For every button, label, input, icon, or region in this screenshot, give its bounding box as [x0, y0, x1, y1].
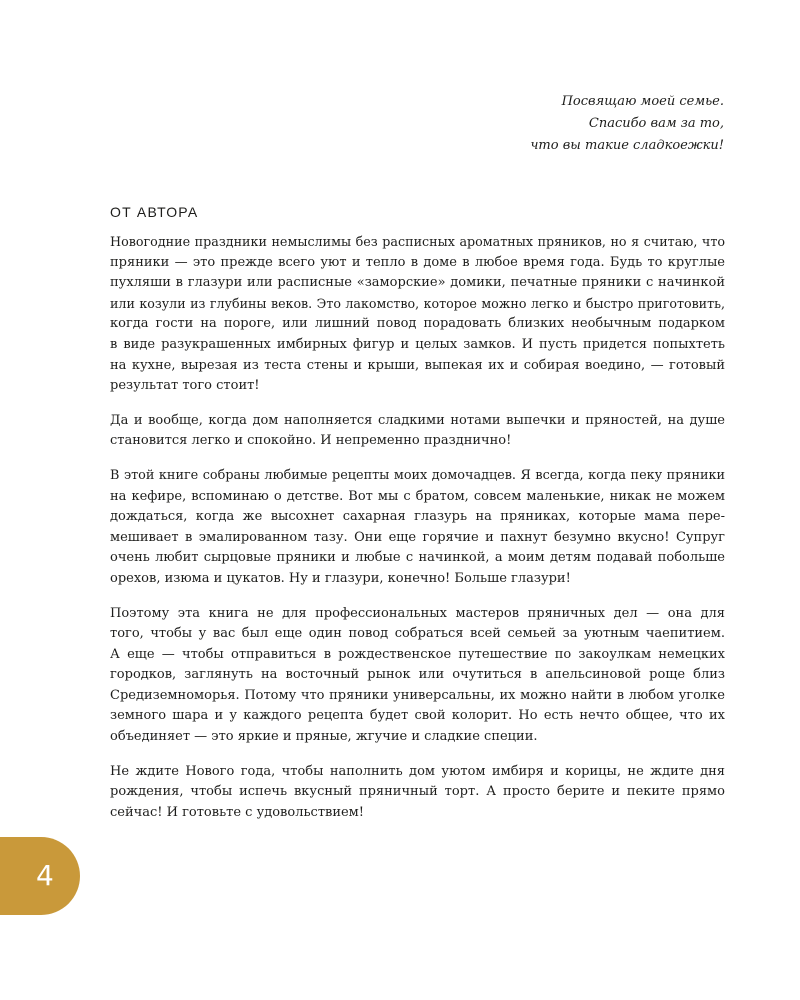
text-line: результат того стоит!: [110, 378, 260, 394]
text-line: объединяет — это яркие и пряные, жгучие и сладкие специи.: [110, 729, 538, 745]
text-line: пряники — это прежде всего уют и тепло в доме в любое время года. Будь то круглые: [110, 254, 725, 270]
page-number: 4: [36, 859, 54, 892]
text-line: сейчас! И готовьте с удовольствием!: [110, 804, 365, 820]
text-line: рождения, чтобы испечь вкусный пряничный торт. А просто берите и пеките прямо: [110, 784, 725, 800]
paragraph-3: [110, 466, 725, 590]
text-line: земного шара и у каждого рецепта будет свой колорит. Но есть нечто общее, что их: [110, 708, 725, 724]
text-line: пухляши в глазури или расписные «заморские» домики, печатные пряники с начинкой: [110, 275, 725, 291]
text-line: дождаться, когда же высохнет сахарная глазурь на пряниках, которые мама пере-: [110, 509, 725, 525]
dedication-line: что вы такие сладкоежки!: [530, 138, 724, 153]
text-line: Да и вообще, когда дом наполняется сладкими нотами выпечки и пряностей, на душе: [110, 412, 725, 428]
dedication: [404, 91, 724, 157]
text-line: становится легко и спокойно. И непременно празднично!: [110, 433, 512, 449]
body-text: [110, 232, 725, 837]
section-title: ОТ АВТОРА: [110, 204, 199, 220]
text-line: когда гости на пороге, или лишний повод порадовать близких необычным подарком: [110, 316, 725, 332]
dedication-line: Спасибо вам за то,: [588, 116, 724, 131]
paragraph-5: [110, 762, 725, 824]
text-line: Не ждите Нового года, чтобы наполнить дом уютом имбиря и корицы, не ждите дня: [110, 763, 725, 779]
paragraph-2: [110, 411, 725, 452]
text-line: на кефире, вспоминаю о детстве. Вот мы с братом, совсем маленькие, никак не можем: [110, 488, 725, 504]
paragraph-1: [110, 232, 725, 397]
paragraph-4: [110, 604, 725, 748]
text-line: того, чтобы у вас был еще один повод собраться всей семьей за уютным чаепитием.: [110, 626, 725, 642]
text-line: Средиземноморья. Потому что пряники универсальны, их можно найти в любом уголке: [110, 687, 725, 703]
text-line: в виде разукрашенных имбирных фигур и целых замков. И пусть придется попыхтеть: [110, 336, 725, 352]
text-line: или козули из глубины веков. Это лакомство, которое можно легко и быстро приготовить,: [110, 295, 725, 311]
text-line: орехов, изюма и цукатов. Ну и глазури, конечно! Больше глазури!: [110, 570, 571, 586]
text-line: Поэтому эта книга не для профессиональных мастеров пряничных дел — она для: [110, 605, 725, 621]
dedication-line: Посвящаю моей семье.: [561, 94, 724, 109]
text-line: А еще — чтобы отправиться в рождественское путешествие по закоулкам немецких: [110, 646, 725, 662]
text-line: городков, заглянуть на восточный рынок или очутиться в апельсиновой роще близ: [110, 667, 725, 683]
text-line: на кухне, вырезая из теста стены и крыши, выпекая их и собирая воедино, — готовый: [110, 357, 725, 373]
text-line: В этой книге собраны любимые рецепты моих домочадцев. Я всегда, когда пеку пряники: [110, 467, 725, 483]
text-line: мешивает в эмалированном тазу. Они еще горячие и пахнут безумно вкусно! Супруг: [110, 529, 725, 545]
text-line: очень любит сырцовые пряники и любые с начинкой, а моим детям подавай побольше: [110, 550, 725, 566]
text-line: Новогодние праздники немыслимы без расписных ароматных пряников, но я считаю, что: [110, 234, 725, 249]
